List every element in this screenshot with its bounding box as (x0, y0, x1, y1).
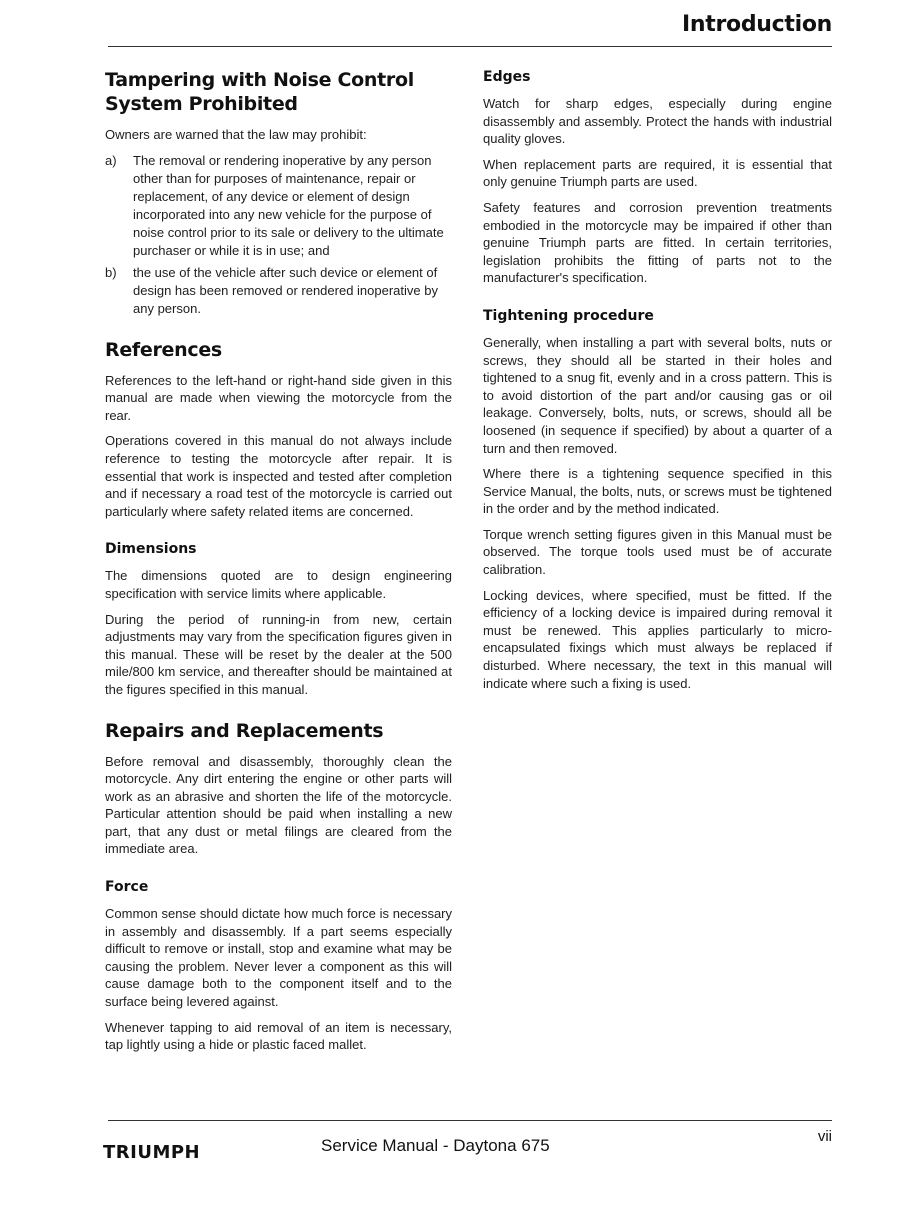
left-column (105, 68, 452, 1062)
dimensions-paragraph-1: The dimensions quoted are to design engineering specification with service limits where applicable. (105, 568, 452, 601)
references-heading: References (105, 338, 222, 361)
tampering-heading-line1: Tampering with Noise Control (105, 69, 414, 91)
list-item (105, 152, 452, 260)
force-heading: Force (105, 879, 149, 896)
references-paragraph-2: Operations covered in this manual do not always include reference to testing the motorcycle after repair. It is essential that work is inspected and tested after completion and if necessary a road test of the motorcycle is carried out particularly where safety related items are concerned. (105, 433, 452, 519)
dimensions-paragraph-2: During the period of running-in from new, certain adjustments may vary from the specification figures given in this manual. These will be reset by the dealer at the 500 mile/800 km service, and thereafter should be maintained at the figures specified in this manual. (105, 611, 452, 697)
page-number: vii (817, 1128, 832, 1145)
repairs-paragraph-1: Before removal and disassembly, thoroughly clean the motorcycle. Any dirt entering the engine or other parts will work as an abrasive and shorten the life of the motorcycle. Particular attention should be paid when installing a new part, that any dust or metal filings are cleared from the immediate area. (105, 753, 452, 857)
force-paragraph-2: Whenever tapping to aid removal of an item is necessary, tap lightly using a hide or plastic faced mallet. (105, 1019, 452, 1053)
page-title: Introduction (681, 12, 832, 37)
tightening-paragraph-1: Generally, when installing a part with several bolts, nuts or screws, they should all be started in their holes and tightened to a snug fit, evenly and in a cross pattern. This is to avoid distortion of the part and/or causing gas or oil leakage. Conversely, bolts, nuts, or screws, should all be loosened (in sequence if specified) by about a quarter of a turn and then removed. (483, 334, 832, 456)
footer-rule (108, 1120, 832, 1121)
brand-logo: TRIUMPH (103, 1142, 201, 1163)
edges-paragraph-1: Watch for sharp edges, especially during engine disassembly and assembly. Protect the hands with industrial quality gloves. (483, 96, 832, 147)
repairs-heading: Repairs and Replacements (105, 719, 384, 742)
edges-paragraph-3: Safety features and corrosion prevention treatments embodied in the motorcycle may be impaired if other than genuine Triumph parts are fitted. In certain territories, legislation prohibits the fitting of parts not to the manufacturer's specification. (483, 199, 832, 286)
tampering-intro: Owners are warned that the law may prohibit: (105, 127, 367, 142)
list-text: the use of the vehicle after such device or element of design has been removed or rendered inoperative by any person. (133, 264, 438, 316)
tightening-paragraph-2: Where there is a tightening sequence specified in this Service Manual, the bolts, nuts, or screws must be tightened in the order and by the method indicated. (483, 466, 832, 517)
list-item (105, 264, 452, 318)
list-marker: a) (105, 152, 117, 168)
tampering-heading-line2: System Prohibited (105, 93, 298, 115)
list-marker: b) (105, 264, 117, 280)
tightening-heading: Tightening procedure (483, 307, 654, 324)
edges-paragraph-2: When replacement parts are required, it is essential that only genuine Triumph parts are used. (483, 156, 832, 190)
references-paragraph-1: References to the left-hand or right-hand side given in this manual are made when viewing the motorcycle from the rear. (105, 372, 452, 423)
tightening-paragraph-4: Locking devices, where specified, must be fitted. If the efficiency of a locking device is impaired during removal it must be renewed. This applies particularly to micro-encapsulated fixings which must always be replaced if disturbed. Where necessary, the text in this manual will indicate where such a fixing is used. (483, 587, 832, 691)
right-column (483, 68, 832, 700)
header-rule (108, 46, 832, 47)
list-text: The removal or rendering inoperative by any person other than for purposes of maintenance, repair or replacement, of any device or element of design incorporated into any new vehicle for the purpose of noise control prior to its sale or delivery to the ultimate purchaser or while it is in use; and (133, 152, 444, 258)
tampering-list (105, 152, 452, 318)
tightening-paragraph-3: Torque wrench setting figures given in this Manual must be observed. The torque tools used must be of accurate calibration. (483, 526, 832, 578)
footer-title: Service Manual - Daytona 675 (321, 1136, 550, 1155)
force-paragraph-1: Common sense should dictate how much force is necessary in assembly and disassembly. If a part seems especially difficult to remove or install, stop and examine what may be causing the problem. Never lever a component as this will cause damage both to the component itself and to the surface being levered against. (105, 906, 452, 1010)
dimensions-heading: Dimensions (105, 541, 197, 558)
tampering-heading (105, 68, 452, 116)
edges-heading: Edges (483, 69, 531, 85)
